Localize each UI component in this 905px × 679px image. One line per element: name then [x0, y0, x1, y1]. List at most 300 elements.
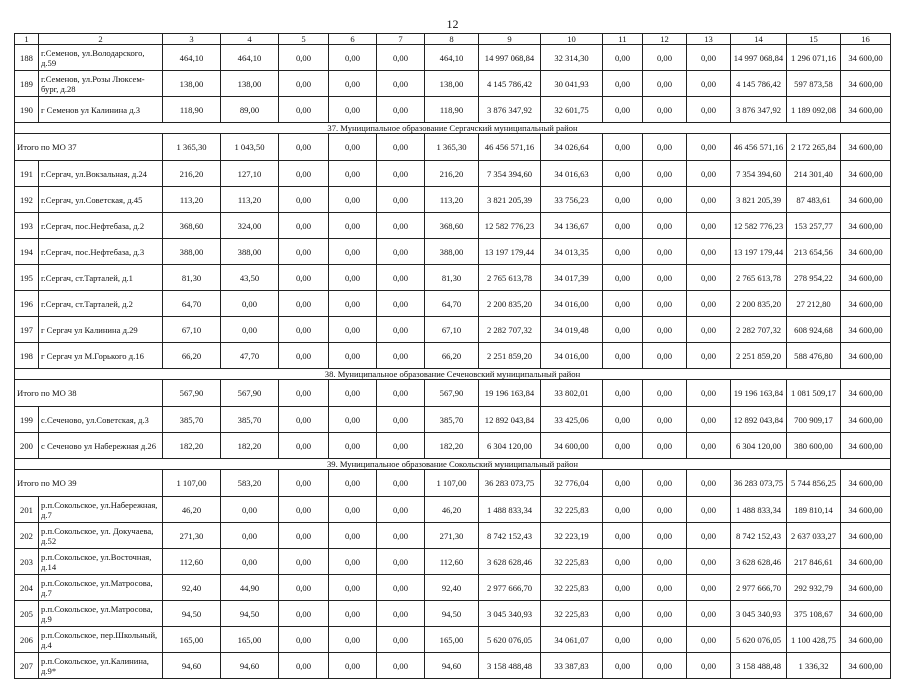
- table-cell: 0,00: [329, 653, 377, 679]
- table-cell: 34 600,00: [841, 213, 891, 239]
- total-row: [15, 134, 891, 161]
- table-cell: 204: [15, 575, 39, 601]
- table-cell: 0,00: [329, 433, 377, 459]
- header-cell: 12: [643, 34, 687, 45]
- table-cell: 583,20: [221, 470, 279, 497]
- table-cell: 0,00: [687, 45, 731, 71]
- table-cell: 324,00: [221, 213, 279, 239]
- table-cell: 292 932,79: [787, 575, 841, 601]
- table-cell: 34 600,00: [841, 380, 891, 407]
- table-cell: 0,00: [279, 407, 329, 433]
- table-cell: 0,00: [687, 97, 731, 123]
- table-cell: 0,00: [329, 187, 377, 213]
- table-cell: 0,00: [221, 317, 279, 343]
- table-cell: 127,10: [221, 161, 279, 187]
- section-row: [15, 123, 891, 134]
- table-row: [15, 549, 891, 575]
- table-cell: 34 600,00: [841, 71, 891, 97]
- header-cell: 13: [687, 34, 731, 45]
- table-cell: 0,00: [221, 549, 279, 575]
- table-cell: 0,00: [377, 627, 425, 653]
- total-label: Итого по МО 38: [15, 380, 163, 407]
- table-cell: 153 257,77: [787, 213, 841, 239]
- table-cell: 0,00: [377, 161, 425, 187]
- table-cell: 0,00: [279, 470, 329, 497]
- table-cell: 0,00: [329, 317, 377, 343]
- table-cell: 0,00: [221, 497, 279, 523]
- table-cell: 112,60: [163, 549, 221, 575]
- table-cell: 92,40: [425, 575, 479, 601]
- table-cell: 0,00: [221, 523, 279, 549]
- table-cell: 1 365,30: [163, 134, 221, 161]
- header-cell: 5: [279, 34, 329, 45]
- table-cell: 0,00: [687, 317, 731, 343]
- table-cell: 34 600,00: [841, 575, 891, 601]
- section-title: 37. Муниципальное образование Сергачский муниципальный район: [15, 123, 891, 134]
- table-cell: 192: [15, 187, 39, 213]
- total-row: [15, 380, 891, 407]
- table-cell: 33 387,83: [541, 653, 603, 679]
- header-cell: 3: [163, 34, 221, 45]
- table-cell: 13 197 179,44: [479, 239, 541, 265]
- table-cell: 2 765 613,78: [731, 265, 787, 291]
- table-cell: 0,00: [279, 380, 329, 407]
- address-cell: р.п.Сокольское, пер.Школьный, д.4: [39, 627, 163, 653]
- table-cell: 0,00: [377, 97, 425, 123]
- header-cell: 16: [841, 34, 891, 45]
- table-cell: 113,20: [221, 187, 279, 213]
- table-row: [15, 291, 891, 317]
- table-cell: 3 821 205,39: [479, 187, 541, 213]
- table-cell: 32 601,75: [541, 97, 603, 123]
- page-number: 12: [446, 17, 459, 31]
- table-cell: 0,00: [279, 575, 329, 601]
- address-cell: г.Семенов, ул.Розы Люксем-бург, д.28: [39, 71, 163, 97]
- table-cell: 5 620 076,05: [731, 627, 787, 653]
- table-cell: 0,00: [329, 71, 377, 97]
- table-cell: 201: [15, 497, 39, 523]
- table-cell: 4 145 786,42: [479, 71, 541, 97]
- table-row: [15, 239, 891, 265]
- header-cell: 7: [377, 34, 425, 45]
- table-cell: 188: [15, 45, 39, 71]
- table-cell: 165,00: [221, 627, 279, 653]
- table-cell: 385,70: [221, 407, 279, 433]
- table-cell: 0,00: [279, 134, 329, 161]
- table-row: [15, 45, 891, 71]
- table-cell: 19 196 163,84: [731, 380, 787, 407]
- table-cell: 34 600,00: [841, 134, 891, 161]
- table-cell: 94,60: [221, 653, 279, 679]
- table-cell: 0,00: [687, 71, 731, 97]
- table-cell: 0,00: [603, 407, 643, 433]
- table-cell: 1 488 833,34: [731, 497, 787, 523]
- table-cell: 0,00: [377, 134, 425, 161]
- table-cell: 165,00: [163, 627, 221, 653]
- table-cell: 138,00: [425, 71, 479, 97]
- table-cell: 196: [15, 291, 39, 317]
- table-cell: 0,00: [687, 291, 731, 317]
- table-cell: 0,00: [279, 343, 329, 369]
- table-cell: 32 225,83: [541, 575, 603, 601]
- address-cell: с Сеченово ул Набережная д.26: [39, 433, 163, 459]
- table-cell: 0,00: [643, 627, 687, 653]
- table-cell: 46 456 571,16: [731, 134, 787, 161]
- table-row: [15, 653, 891, 679]
- table-cell: 1 107,00: [425, 470, 479, 497]
- table-row: [15, 601, 891, 627]
- table-cell: 19 196 163,84: [479, 380, 541, 407]
- table-cell: 13 197 179,44: [731, 239, 787, 265]
- table-row: [15, 161, 891, 187]
- table-cell: 34 061,07: [541, 627, 603, 653]
- table-cell: 32 223,19: [541, 523, 603, 549]
- table-cell: 271,30: [163, 523, 221, 549]
- address-cell: р.п.Сокольское, ул.Набережная, д.7: [39, 497, 163, 523]
- table-cell: 0,00: [377, 407, 425, 433]
- table-cell: 138,00: [221, 71, 279, 97]
- table-cell: 2 282 707,32: [731, 317, 787, 343]
- table-cell: 34 600,00: [841, 653, 891, 679]
- table-cell: 0,00: [643, 601, 687, 627]
- table-cell: 2 172 265,84: [787, 134, 841, 161]
- table-cell: 0,00: [643, 317, 687, 343]
- table-cell: 388,00: [221, 239, 279, 265]
- table-cell: 214 301,40: [787, 161, 841, 187]
- table-cell: 0,00: [329, 97, 377, 123]
- table-cell: 2 765 613,78: [479, 265, 541, 291]
- table-cell: 34 016,63: [541, 161, 603, 187]
- table-cell: 0,00: [329, 343, 377, 369]
- table-cell: 0,00: [329, 291, 377, 317]
- table-cell: 0,00: [377, 71, 425, 97]
- table-cell: 0,00: [329, 523, 377, 549]
- address-cell: г Семенов ул Калинина д.3: [39, 97, 163, 123]
- table-cell: 182,20: [163, 433, 221, 459]
- table-cell: 0,00: [329, 497, 377, 523]
- table-cell: 0,00: [603, 97, 643, 123]
- table-cell: 34 600,00: [841, 97, 891, 123]
- table-cell: 597 873,58: [787, 71, 841, 97]
- table-row: [15, 317, 891, 343]
- table-cell: 385,70: [425, 407, 479, 433]
- table-cell: 217 846,61: [787, 549, 841, 575]
- table-cell: 0,00: [329, 549, 377, 575]
- table-row: [15, 343, 891, 369]
- table-cell: 47,70: [221, 343, 279, 369]
- table-cell: 0,00: [279, 627, 329, 653]
- table-cell: 8 742 152,43: [731, 523, 787, 549]
- table-cell: 588 476,80: [787, 343, 841, 369]
- header-cell: 15: [787, 34, 841, 45]
- table-cell: 0,00: [687, 187, 731, 213]
- table-cell: 1 100 428,75: [787, 627, 841, 653]
- table-cell: 0,00: [279, 317, 329, 343]
- table-cell: 0,00: [643, 523, 687, 549]
- table-cell: 2 282 707,32: [479, 317, 541, 343]
- table-cell: 0,00: [329, 265, 377, 291]
- table-cell: 190: [15, 97, 39, 123]
- table-cell: 182,20: [221, 433, 279, 459]
- table-cell: 0,00: [643, 433, 687, 459]
- table-row: [15, 265, 891, 291]
- table-cell: 64,70: [163, 291, 221, 317]
- table-cell: 205: [15, 601, 39, 627]
- table-cell: 0,00: [687, 433, 731, 459]
- table-cell: 189: [15, 71, 39, 97]
- table-cell: 464,10: [221, 45, 279, 71]
- table-cell: 0,00: [687, 549, 731, 575]
- table-cell: 46 456 571,16: [479, 134, 541, 161]
- table-cell: 1 043,50: [221, 134, 279, 161]
- table-cell: 0,00: [377, 523, 425, 549]
- table-cell: 66,20: [425, 343, 479, 369]
- address-cell: р.п.Сокольское, ул.Восточная, д.14: [39, 549, 163, 575]
- table-cell: 2 977 666,70: [479, 575, 541, 601]
- table-cell: 6 304 120,00: [731, 433, 787, 459]
- table-row: [15, 433, 891, 459]
- table-cell: 464,10: [163, 45, 221, 71]
- table-cell: 7 354 394,60: [479, 161, 541, 187]
- table-cell: 113,20: [163, 187, 221, 213]
- table-cell: 368,60: [163, 213, 221, 239]
- table-cell: 380 600,00: [787, 433, 841, 459]
- header-cell: 14: [731, 34, 787, 45]
- table-row: [15, 97, 891, 123]
- table-cell: 0,00: [687, 161, 731, 187]
- table-cell: 34 026,64: [541, 134, 603, 161]
- total-label: Итого по МО 37: [15, 134, 163, 161]
- table-cell: 12 582 776,23: [731, 213, 787, 239]
- table-cell: 1 365,30: [425, 134, 479, 161]
- table-cell: 3 045 340,93: [731, 601, 787, 627]
- table-cell: 44,90: [221, 575, 279, 601]
- table-cell: 34 600,00: [841, 470, 891, 497]
- table-cell: 8 742 152,43: [479, 523, 541, 549]
- table-cell: 0,00: [643, 407, 687, 433]
- table-cell: 1 107,00: [163, 470, 221, 497]
- address-cell: г.Сергач, пос.Нефтебаза, д.2: [39, 213, 163, 239]
- table-cell: 3 876 347,92: [479, 97, 541, 123]
- table-cell: 64,70: [425, 291, 479, 317]
- table-cell: 1 488 833,34: [479, 497, 541, 523]
- table-cell: 5 744 856,25: [787, 470, 841, 497]
- table-cell: 0,00: [377, 380, 425, 407]
- table-cell: 0,00: [377, 291, 425, 317]
- table-cell: 0,00: [329, 213, 377, 239]
- table-cell: 34 600,00: [841, 343, 891, 369]
- table-cell: 0,00: [687, 213, 731, 239]
- table-cell: 1 336,32: [787, 653, 841, 679]
- header-cell: 4: [221, 34, 279, 45]
- table-cell: 278 954,22: [787, 265, 841, 291]
- table-row: [15, 71, 891, 97]
- table-cell: 0,00: [643, 497, 687, 523]
- address-cell: г.Сергач, ст.Тарталей, д.1: [39, 265, 163, 291]
- table-cell: 0,00: [603, 497, 643, 523]
- table-cell: 118,90: [163, 97, 221, 123]
- table-cell: 0,00: [687, 407, 731, 433]
- table-cell: 0,00: [377, 187, 425, 213]
- table-cell: 33 756,23: [541, 187, 603, 213]
- table-cell: 34 600,00: [841, 45, 891, 71]
- table-cell: 94,50: [425, 601, 479, 627]
- table-cell: 0,00: [687, 627, 731, 653]
- table-cell: 194: [15, 239, 39, 265]
- table-cell: 46,20: [425, 497, 479, 523]
- table-cell: 34 600,00: [841, 265, 891, 291]
- table-cell: 0,00: [643, 187, 687, 213]
- table-cell: 200: [15, 433, 39, 459]
- header-cell: 6: [329, 34, 377, 45]
- address-cell: г.Семенов, ул.Володарского, д.59: [39, 45, 163, 71]
- table-cell: 34 600,00: [841, 523, 891, 549]
- header-cell: 2: [39, 34, 163, 45]
- table-cell: 388,00: [163, 239, 221, 265]
- table-row: [15, 213, 891, 239]
- table-cell: 2 251 859,20: [731, 343, 787, 369]
- table-cell: 0,00: [279, 549, 329, 575]
- table-cell: 4 145 786,42: [731, 71, 787, 97]
- table-cell: 206: [15, 627, 39, 653]
- table-cell: 385,70: [163, 407, 221, 433]
- table-cell: 0,00: [603, 601, 643, 627]
- table-cell: 197: [15, 317, 39, 343]
- table-cell: 0,00: [643, 213, 687, 239]
- table-cell: 0,00: [279, 523, 329, 549]
- table-cell: 0,00: [603, 523, 643, 549]
- table-cell: 30 041,93: [541, 71, 603, 97]
- table-cell: 7 354 394,60: [731, 161, 787, 187]
- table-cell: 0,00: [603, 549, 643, 575]
- table-cell: 0,00: [643, 161, 687, 187]
- table-cell: 3 045 340,93: [479, 601, 541, 627]
- section-title: 38. Муниципальное образование Сеченовский муниципальный район: [15, 369, 891, 380]
- table-cell: 2 200 835,20: [731, 291, 787, 317]
- table-cell: 66,20: [163, 343, 221, 369]
- table-cell: 34 600,00: [841, 433, 891, 459]
- table-cell: 0,00: [603, 134, 643, 161]
- table-cell: 0,00: [329, 470, 377, 497]
- table-cell: 36 283 073,75: [479, 470, 541, 497]
- table-cell: 32 776,04: [541, 470, 603, 497]
- table-cell: 2 200 835,20: [479, 291, 541, 317]
- table-cell: 0,00: [279, 239, 329, 265]
- table-cell: 81,30: [425, 265, 479, 291]
- table-cell: 216,20: [425, 161, 479, 187]
- table-cell: 112,60: [425, 549, 479, 575]
- table-cell: 207: [15, 653, 39, 679]
- table-cell: 33 802,01: [541, 380, 603, 407]
- table-cell: 0,00: [377, 433, 425, 459]
- table-cell: 0,00: [643, 380, 687, 407]
- table-cell: 608 924,68: [787, 317, 841, 343]
- table-cell: 34 019,48: [541, 317, 603, 343]
- table-cell: 203: [15, 549, 39, 575]
- table-cell: 182,20: [425, 433, 479, 459]
- table-row: [15, 497, 891, 523]
- table-cell: 567,90: [425, 380, 479, 407]
- address-cell: с.Сеченово, ул.Советская, д.3: [39, 407, 163, 433]
- table-cell: 0,00: [377, 265, 425, 291]
- table-cell: 2 637 033,27: [787, 523, 841, 549]
- table-cell: 0,00: [643, 45, 687, 71]
- table-cell: 0,00: [603, 380, 643, 407]
- table-cell: 464,10: [425, 45, 479, 71]
- table-cell: 12 892 043,84: [479, 407, 541, 433]
- table-cell: 0,00: [687, 601, 731, 627]
- section-row: [15, 369, 891, 380]
- address-cell: г.Сергач, ул.Советская, д.45: [39, 187, 163, 213]
- table-cell: 0,00: [329, 601, 377, 627]
- table-cell: 14 997 068,84: [731, 45, 787, 71]
- table-cell: 2 977 666,70: [731, 575, 787, 601]
- header-cell: 8: [425, 34, 479, 45]
- table-cell: 34 600,00: [841, 601, 891, 627]
- table-cell: 0,00: [279, 71, 329, 97]
- table-cell: 0,00: [377, 470, 425, 497]
- table-cell: 1 296 071,16: [787, 45, 841, 71]
- table-cell: 0,00: [279, 601, 329, 627]
- address-cell: р.п.Сокольское, ул. Докучаева, д.52: [39, 523, 163, 549]
- table-cell: 0,00: [603, 45, 643, 71]
- table-cell: 0,00: [603, 71, 643, 97]
- table-cell: 0,00: [279, 187, 329, 213]
- address-cell: р.п.Сокольское, ул.Матросова, д.9: [39, 601, 163, 627]
- table-cell: 32 225,83: [541, 497, 603, 523]
- table-cell: 0,00: [603, 653, 643, 679]
- header-row: [15, 34, 891, 45]
- table-cell: 118,90: [425, 97, 479, 123]
- table-cell: 0,00: [687, 380, 731, 407]
- table-cell: 27 212,80: [787, 291, 841, 317]
- header-cell: 1: [15, 34, 39, 45]
- table-cell: 0,00: [603, 317, 643, 343]
- table-cell: 0,00: [643, 239, 687, 265]
- table-cell: 193: [15, 213, 39, 239]
- table-cell: 0,00: [377, 601, 425, 627]
- address-cell: г Сергач ул М.Горького д.16: [39, 343, 163, 369]
- table-cell: 0,00: [603, 213, 643, 239]
- table-cell: 0,00: [687, 265, 731, 291]
- table-cell: 12 582 776,23: [479, 213, 541, 239]
- table-cell: 0,00: [603, 291, 643, 317]
- table-cell: 94,50: [163, 601, 221, 627]
- section-row: [15, 459, 891, 470]
- table-cell: 34 600,00: [841, 291, 891, 317]
- total-label: Итого по МО 39: [15, 470, 163, 497]
- table-row: [15, 523, 891, 549]
- table-cell: 0,00: [279, 213, 329, 239]
- table-cell: 0,00: [279, 433, 329, 459]
- table-cell: 0,00: [603, 161, 643, 187]
- table-cell: 34 600,00: [841, 317, 891, 343]
- table-cell: 34 600,00: [541, 433, 603, 459]
- table-cell: 3 158 488,48: [731, 653, 787, 679]
- table-cell: 0,00: [643, 653, 687, 679]
- table-cell: 138,00: [163, 71, 221, 97]
- table-cell: 3 158 488,48: [479, 653, 541, 679]
- table-cell: 0,00: [279, 265, 329, 291]
- table-cell: 0,00: [329, 627, 377, 653]
- table-cell: 5 620 076,05: [479, 627, 541, 653]
- table-cell: 81,30: [163, 265, 221, 291]
- table-cell: 3 821 205,39: [731, 187, 787, 213]
- table-cell: 34 600,00: [841, 407, 891, 433]
- header-cell: 10: [541, 34, 603, 45]
- table-cell: 89,00: [221, 97, 279, 123]
- table-cell: 0,00: [377, 653, 425, 679]
